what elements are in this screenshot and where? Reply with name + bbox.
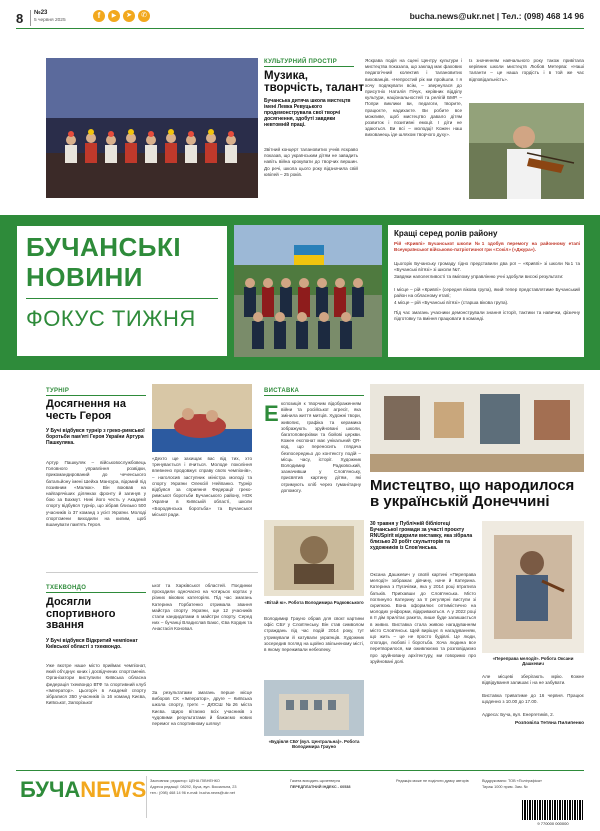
footer-subscription: ПЕРЕДПЛАТНИЙ ІНДЕКС - 60538 <box>290 785 351 789</box>
exhibition-hall-photo <box>370 384 584 472</box>
caption-painting-1: «Вітай ю». Робота Володимира Радковського <box>264 600 364 605</box>
tournament-text-1: Артур Пашкуляк – військовослужбовець Головного управління розвідки, прикомандирований до чеченського батальйону імені Шейха Мансура, відомий під позивним «Малюк». Він воював на найгарячіших ділянках фронту й загинув у бою за Бахмут. Нині його честь у Академії спорту відбувся турнір, що зібрав близько 500 учасників із 37 команд з усієї України. Молоді спортсмени виходили на килим, щоб вшанувати пам'ять Героя. <box>46 460 146 528</box>
footer-phone-email: тел.: (098) 468 14 96 e-mail: bucha.news@ukr.net <box>150 791 235 795</box>
exhibition-title: Мистецтво, що народилося в українській Донеччині <box>370 477 575 510</box>
footer-address: Адреса редакції: 08292, Буча, вул. Вокзальна, 23 <box>150 785 237 789</box>
footer-col-4 <box>482 778 582 790</box>
footer-circulation: Тираж 1000 прим. Зам. № <box>482 785 528 789</box>
caption-painting-3: «Переправа мелодії». Робота Оксани Дашкевич <box>492 656 574 666</box>
taekwondo-section-label: ТХЕКВОНДО <box>46 585 87 591</box>
banner-line-2: НОВИНИ <box>26 262 143 292</box>
footer-col-1 <box>150 778 280 796</box>
telegram-icon[interactable]: ➤ <box>123 10 135 22</box>
culture-text-1: Звітний концерт талановитих учнів яскраво показав, що українським дітям не завадить навіть війна крокувати до творчих вершин. До речі, школа цього року відзначила свій ювілей – 25 років. <box>264 147 358 177</box>
taekwondo-lead: У Бучі відбувся Відкритий чемпіонат Київської області з тхеквондо. <box>46 638 138 650</box>
exhibition-lead: 30 травня у Публічній бібліотеці Бучанської громади за участі проєкту RNUSpirit відкрили виставку, яка зібрала близько 20 робіт скульпторів та художників із Слов'янська. <box>370 521 473 551</box>
painting-sbu-photo <box>264 680 364 736</box>
barcode <box>522 800 584 820</box>
issue-number: №23 <box>34 10 48 16</box>
footer-logo-bucha: БУЧА <box>20 777 81 802</box>
banner-line-3: ФОКУС ТИЖНЯ <box>26 306 196 331</box>
footer-col-3 <box>396 778 476 784</box>
culture-text-3: Із значенням навчального року також привітала керівник школи мистецтв Любов Метерва: «Наші таланти – це наша гордість і в той же час відповідальність». <box>469 58 584 82</box>
contacts: bucha.news@ukr.net | Тел.: (098) 468 14 96 <box>409 11 584 21</box>
exhibition-section-label: ВИСТАВКА <box>264 388 300 394</box>
barcode-number: 9 770000 000000 <box>537 821 569 826</box>
exhibition-credit: Розповіла Тетяна Пилипенко <box>515 721 584 726</box>
footer-col-2 <box>290 778 390 790</box>
exhibition-text-1: кспозиція к творчим відображенням війни та російської агресії, яка змінила життя митців. Художні твори, живопис, графіка та керамика зображують зруйновані школи, багатоповерхівки та бойові церкви. Кожен експонат має унікальний QR-код, що переносить глядача безпосередньо до контексту подій – місць часу, історії. Художник Володимир Радковський, зазначивши у Слов'янську, присвятив картину дітям, які отримують хліб через гуманітарну допомогу. <box>281 401 361 493</box>
banner-text-1: Цьогорік Бучанську громаду гідно представили два рої – «Кривпі» зі школи №1 та «Бучанські вітязі» зі школи №7. <box>394 261 580 273</box>
exhibition-text-3c: Адреса: Буча, вул. Енергетиків, 2. <box>482 712 554 717</box>
tournament-section-label: ТУРНІР <box>46 388 70 394</box>
banner-text-5: Під час змагань учасники демонстрували знання історії, тактики та навички, фізичну підготовку та вміння працювати в команді. <box>394 310 580 322</box>
caption-painting-2: «Будівля СБУ (вул. Центральна)». Робота Володимира Грауно <box>268 739 360 749</box>
violinist-photo <box>469 103 584 199</box>
banner-line-1: БУЧАНСЬКІ <box>26 232 182 262</box>
footer-printer: Віддруковано: ТОВ «Поліграфіка» <box>482 779 543 783</box>
exhibition-text-1b: Володимир Грауно обрав для своєї картини офіс СБУ у Слов'янську. Він став символом страждань під час подій 2014 року, тут утримували й катували українців. Художник зосередив погляд на щойно звільненому місті, в якому переживали небезпеку. <box>264 616 364 653</box>
footer-founder: Засновник: редактор: ЦЕНА ПІВНЕНКО <box>150 779 220 783</box>
banner-lead: Рій «Кривпі» Бучанської школи №1 здобув перемогу на районному етапі Всеукраїнської військово-патріотичної гри «Сокіл» («Джура»). <box>394 241 580 253</box>
tournament-lead: У Бучі відбувся турнір з греко-римської боротьби пам'яті Героя України Артура Пашкуляка. <box>46 428 145 446</box>
banner-text-3: І місце – рій «Кривпі» (середня вікова група), який тепер представлятиме Бучанський район на обласному етапі; <box>394 287 580 299</box>
culture-title: Музика, творчість, талант <box>264 70 364 95</box>
page-number: 8 <box>16 11 24 26</box>
cadets-photo <box>234 225 382 357</box>
footer-logo <box>20 778 146 802</box>
exhibition-text-2: Оксана Дашкевич у своїй картині «Переправа мелодії» зображає дівчину, наче й Катерина. Катерина з Пугачівки, яка у 2014 році втратила батьків. Приїхавши до Слов'янська. Місто поглинуло Катерину за її регулярні виступи зі скрипкою. Вона оформлює оптимістично на молодих уніформи, відкриваються. А у 2022 році в її дім прилітає ракета, лише буде залишається в живих. Виставка стала живою нагадуванням місто Слов'янськ. Щей вирішує в нагадуванням, що жить – це не просто будівлі. Це люди, спогади, любові і боротьба. Хоча людина все перетворилося, ми оживлюємо та розповідаємо про зруйновану архітектуру, ми говоримо про зруйновані долі. <box>370 572 476 664</box>
banner-text-4: 4 місце – рій «Бучанські вітязі» (старша вікова група). <box>394 300 509 305</box>
painting-violin-photo <box>482 521 584 653</box>
culture-lead: Бучанська дитяча школа мистецтв імені Левка Ревуцького продемонструвала свої творчі досягнення, здобуті завдяки невтомній праці. <box>264 98 351 128</box>
awards-photo <box>257 384 259 452</box>
footer-frequency: Газета виходить щочетверга <box>290 779 341 783</box>
banner-title: Кращі серед ролів району <box>394 229 498 238</box>
taekwondo-text-3: За результатами змагань перше місце виборов СК «Імператор», друге – Київська школа спорту, третє – ДЮСШ №26 міста Києва. Щиро вітаємо всіх учасників з чудовими результатами й бажаємо нових перемог на спортивному шляху! <box>152 690 252 727</box>
wrestling-photo <box>152 384 252 452</box>
tournament-title: Досягнення на честь Героя <box>46 398 126 422</box>
exhibition-text-3: Але місцеві зберігають мрію. Кожне відвідування залишає і на не забувати. <box>482 674 584 686</box>
drop-cap: Е <box>264 401 279 426</box>
culture-section-label: КУЛЬТУРНИЙ ПРОСТІР <box>264 59 338 65</box>
issue-date: 5 червня 2025 <box>34 18 66 23</box>
taekwondo-text-2: ької та Харківської областей. Поєдинки проходили одночасно на чотирьох кортах у різних вікових категоріях. Під час змагань Катерина Горбатенко отримала звання майстра спорту України, ще 12 учасників стали кандидатами в майстри спорту. Серед них – бучанці Владислав Баюс, Єва Кордик та Анастасія Коновал. <box>152 583 252 632</box>
social-icons <box>93 10 150 22</box>
youtube-icon[interactable]: ▶ <box>108 10 120 22</box>
concert-photo <box>46 58 258 198</box>
facebook-icon[interactable]: f <box>93 10 105 22</box>
banner-text-2: Завдяки наполегливості та вмілому управлінню учні здобули високі результати: <box>394 274 564 279</box>
viber-icon[interactable]: ✆ <box>138 10 150 22</box>
tournament-text-2: «Дехто ще захищає вас від тих, хто тренувається і вчиться. Молоде покоління впевнено продовжує справу своїх чемпіонів», – наголосив заступник міністра молоді та спорту України Олексій Нейпанко. Турнір відбувся за сприяння Федерації греко-римської боротьби Бучанського району, НОК України в Київській області, школи «Бородянська боротьба» та Бучанської міської ради. <box>152 456 252 517</box>
taekwondo-title: Досягли спортивного звання <box>46 596 116 632</box>
taekwondo-text-1: Уже вкотре наше місто приймає чемпіонат, який об'єднує юних і досвідчених спортсменів. Організатори виступили Київська обласна федерація тхеквондо ВТФ та спортивний клуб «Імператор». Цьогоріч в Академії спорту зібралися 350 учасників із 16 команд Києва, Київської, Запорізької <box>46 663 146 706</box>
culture-text-2: Яскрава подія на сцені Центру культури і мистецтва показала, що заклад має фахових педагогічний колектив і талановитих вихованців. «Непростий рік ми пройшли. І я хочу подякувати всім, – звернулася до присутніх Наталія Пічук, керівник відділу культури, національностей та релігій БМР. – Попри виклики ви, педагоги, творите, працюєте, надихаєте. Ви робите все можливе, щоб мистецтво давало дітям розвиток і позитивні емоції. І діти не здаються. Ви всі – молодці! Кожен наш вихованець іде шляхом творчого духу». <box>365 58 462 138</box>
painting-bread-photo <box>264 520 364 596</box>
footer-logo-news: NEWS <box>80 777 147 802</box>
exhibition-text-3b: Виставка триватиме до 16 червня. Працює щоденно з 10.00 до 17.00. <box>482 693 584 705</box>
footer-disclaimer: Редакція може не поділяти думку авторів <box>396 779 469 783</box>
